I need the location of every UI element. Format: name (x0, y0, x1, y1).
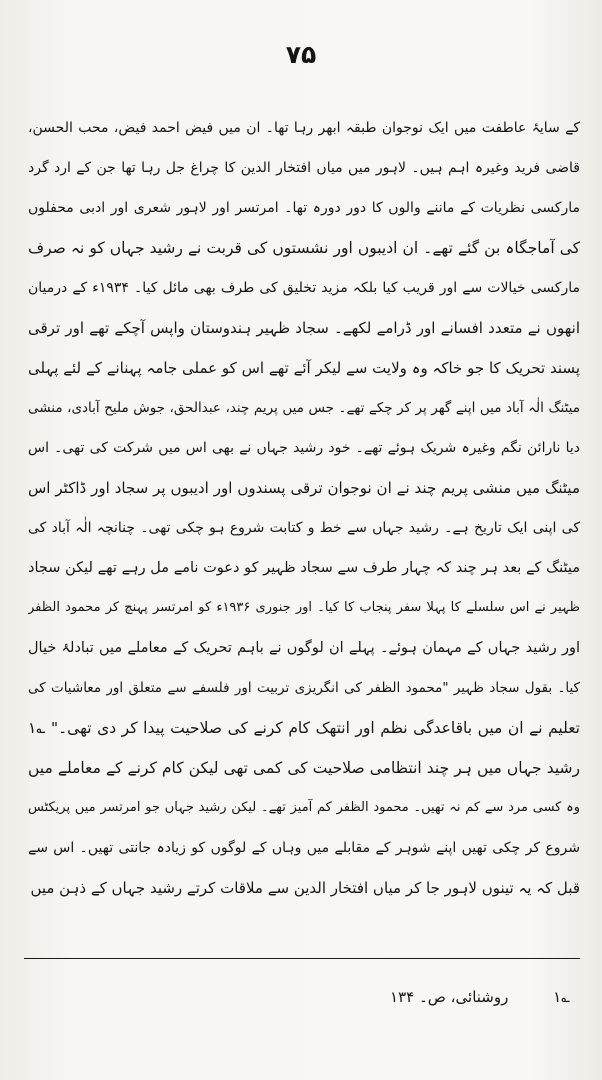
text-line: شروع کر چکی تھیں اپنے شوہر کے مقابلے میں وہاں کے لوگوں کو زیادہ جانتی تھیں۔ اس سے (28, 840, 580, 856)
text-line: ظہیر نے اس سلسلے کا پہلا سفر پنجاب کا کیا۔ اور جنوری ۱۹۳۶ء کو امرتسر پہنچ کر محمود الظفر (28, 600, 580, 615)
text-line: کی آماجگاہ بن گئے تھے۔ ان ادیبوں اور نشستوں کی قربت نے رشید جہاں کو نہ صرف (28, 239, 580, 257)
text-line: تعلیم نے ان میں باقاعدگی نظم اور انتھک کام کرنے کی صلاحیت پیدا کر دی تھی۔" ؎۱ (28, 719, 580, 737)
text-line: کے سایۂ عاطفت میں ایک نوجوان طبقہ ابھر رہا تھا۔ ان میں فیض احمد فیض، محب الحسن، (28, 120, 580, 136)
text-line: میٹنگ کے بعد ہر چند کہ چہار طرف سے سجاد ظہیر کو دعوت نامے مل رہے تھے لیکن سجاد (28, 560, 580, 576)
text-line: انھوں نے متعدد افسانے اور ڈرامے لکھے۔ سجاد ظہیر ہندوستان واپس آچکے تھے اور ترقی (28, 319, 580, 337)
footnote-divider (24, 958, 580, 959)
text-line: مارکسی خیالات سے اور قریب کیا بلکہ مزید تخلیق کی طرف بھی مائل کیا۔ ۱۹۳۴ء کے درمیان (28, 280, 580, 296)
text-line: کیا۔ بقول سجاد ظہیر "محمود الظفر کی انگریزی تربیت اور فلسفے سے متعلق اور معاشیات کی (28, 680, 580, 696)
text-line: قبل کہ یہ تینوں لاہور جا کر میاں افتخار الدین سے ملاقات کرتے رشید جہاں کے ذہن میں (30, 879, 580, 897)
text-line: پسند تحریک کا جو خاکہ وہ ولایت سے لیکر آئے تھے اس کو عملی جامہ پہنانے کے لئے پہلی (28, 359, 580, 377)
footnote-mark: ؎۱ (553, 988, 570, 1006)
text-line: میٹنگ میں منشی پریم چند نے ان نوجوان ترقی پسندوں اور ادیبوں پر سجاد اور ڈاکٹر اس (28, 479, 580, 497)
footnote (390, 988, 570, 1006)
text-line: اور رشید جہاں کے مہمان ہوئے۔ پہلے ان لوگوں نے باہم تحریک کے معاملے میں تبادلۂ خیال (28, 640, 580, 656)
body-text (28, 108, 580, 908)
text-line: مارکسی نظریات کے ماننے والوں کا دور دورہ تھا۔ امرتسر اور لاہور شعری اور ادبی محفلوں (28, 200, 580, 216)
page-number: ۷۵ (285, 40, 317, 69)
text-line: وہ کسی مرد سے کم نہ تھیں۔ محمود الظفر کم آمیز تھے۔ لیکن رشید جہاں جو امرتسر میں پریکٹس (28, 800, 580, 815)
text-line: دیا نارائن نگم وغیرہ شریک ہوئے تھے۔ خود رشید جہاں نے بھی اس میں شرکت کی تھی۔ اس (28, 440, 580, 456)
footnote-text: روشنائی، ص۔ ۱۳۴ (390, 988, 509, 1006)
text-line: رشید جہاں میں ہر چند انتظامی صلاحیت کی کمی تھی لیکن کام کرنے کے معاملے میں (28, 759, 580, 777)
text-line: کی اپنی ایک تاریخ ہے۔ رشید جہاں سے خط و کتابت شروع ہو چکی تھی۔ چنانچہ الٰہ آباد کی (28, 520, 580, 536)
text-line: میٹنگ الٰہ آباد میں اپنے گھر پر کر چکے تھے۔ جس میں پریم چند، عبدالحق، جوش ملیح آبادی، منشی (28, 400, 580, 416)
text-line: قاضی فرید وغیرہ اہم ہیں۔ لاہور میں میاں افتخار الدین کا چراغ جل رہا تھا جن کے ارد گرد (28, 160, 580, 176)
